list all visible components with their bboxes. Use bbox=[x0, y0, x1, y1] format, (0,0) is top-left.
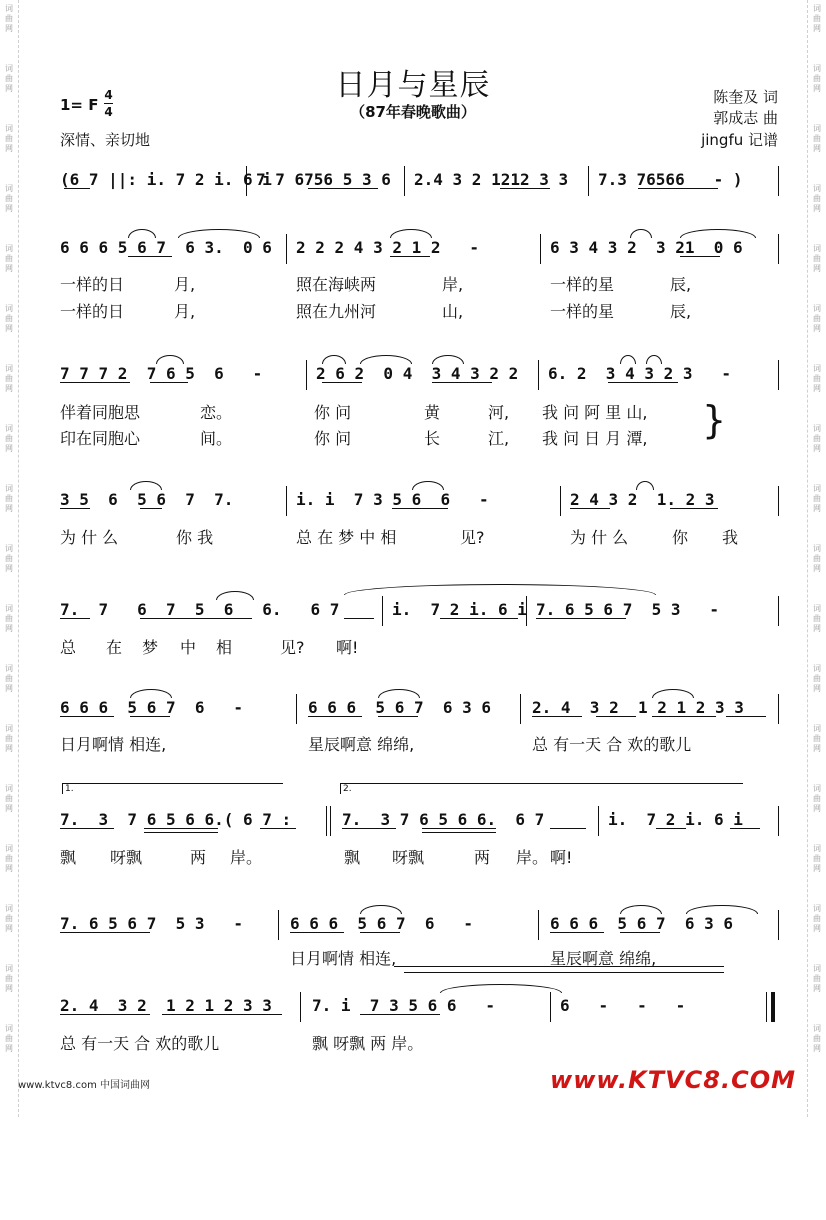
barline bbox=[550, 992, 551, 1022]
lyric-word: 呀飘 bbox=[110, 848, 143, 867]
lyric-word: 河, bbox=[488, 403, 510, 422]
beam bbox=[422, 828, 496, 829]
lyric-line-verse-2 bbox=[60, 299, 780, 321]
score-row bbox=[60, 992, 780, 1022]
watermark-text: 词曲网 bbox=[5, 784, 13, 813]
score-row bbox=[60, 360, 780, 390]
beam bbox=[652, 716, 716, 717]
watermark-text: 词曲网 bbox=[813, 784, 821, 813]
phrase-tie-line bbox=[404, 972, 724, 973]
slur bbox=[680, 229, 756, 238]
barline bbox=[778, 910, 779, 940]
measure-group: 7. i 7 3 5 6 6 - bbox=[312, 996, 496, 1015]
barline bbox=[306, 360, 307, 390]
slur bbox=[360, 355, 412, 364]
score-row bbox=[60, 234, 780, 264]
watermark-text: 词曲网 bbox=[813, 544, 821, 573]
barline bbox=[246, 166, 247, 196]
barline bbox=[778, 360, 779, 390]
watermark-text: 词曲网 bbox=[813, 484, 821, 513]
beam bbox=[64, 188, 90, 189]
lyric-word: 飘 bbox=[60, 848, 77, 867]
lyric-word: 星辰啊意 绵绵, bbox=[308, 735, 415, 754]
footer-site-logo: www.KTVC8.COM bbox=[550, 1066, 796, 1094]
beam bbox=[290, 932, 344, 933]
watermark-text: 词曲网 bbox=[813, 844, 821, 873]
barline bbox=[526, 596, 527, 626]
watermark-text: 词曲网 bbox=[5, 244, 13, 273]
slur bbox=[630, 229, 652, 238]
watermark-text: 词曲网 bbox=[813, 1024, 821, 1053]
watermark-text: 词曲网 bbox=[813, 424, 821, 453]
lyric-word: 总 bbox=[60, 638, 77, 657]
measure-group: 6 6 6 5 6 7 6 - bbox=[290, 914, 474, 933]
lyric-word: 一样的日 bbox=[60, 275, 125, 294]
measure-group: (6 7 ||: i. 7 2 i. 6 i bbox=[60, 170, 272, 189]
measure-group: 7. 3 7 6 5 6 6. 6 7 bbox=[342, 810, 545, 829]
lyric-word: 在 bbox=[106, 638, 123, 657]
barline bbox=[778, 694, 779, 724]
measure-group: 2.4 3 2 1212 3 3 bbox=[414, 170, 569, 189]
barline bbox=[778, 234, 779, 264]
barline bbox=[538, 360, 539, 390]
watermark-text: 词曲网 bbox=[5, 544, 13, 573]
repeat-barline bbox=[326, 806, 327, 836]
lyric-word: 我 bbox=[722, 528, 739, 547]
composer-credit: 郭成志 曲 bbox=[713, 109, 778, 127]
barline bbox=[278, 910, 279, 940]
beam bbox=[392, 508, 448, 509]
lyric-word: 一样的星 bbox=[550, 302, 615, 321]
lyric-word: 你 我 bbox=[176, 528, 214, 547]
lyric-word: 两 bbox=[190, 848, 207, 867]
slur bbox=[130, 689, 172, 698]
right-watermark-strip bbox=[810, 0, 824, 1117]
slur bbox=[620, 905, 662, 914]
phrase-slur bbox=[344, 584, 656, 595]
beam bbox=[730, 828, 760, 829]
lyric-word: 见? bbox=[280, 638, 305, 657]
lyric-word: 日月啊情 相连, bbox=[290, 949, 397, 968]
watermark-text: 词曲网 bbox=[5, 124, 13, 153]
beam bbox=[550, 932, 604, 933]
left-margin-line bbox=[18, 0, 19, 1117]
barline bbox=[778, 596, 779, 626]
lyric-word: 间。 bbox=[200, 429, 233, 448]
lyric-word: 啊! bbox=[550, 848, 573, 867]
lyric-word: 我 问 日 月 潭, bbox=[542, 429, 648, 448]
beam bbox=[140, 618, 252, 619]
score-row bbox=[60, 806, 780, 836]
measure-group: i. 7 2 i. 6 i bbox=[392, 600, 527, 619]
beam bbox=[308, 716, 362, 717]
beam bbox=[638, 188, 718, 189]
beam bbox=[680, 256, 720, 257]
lyric-word: 啊! bbox=[336, 638, 359, 657]
measure-group: 7. 7 6 7 5 6 6. 6 7 bbox=[60, 600, 340, 619]
watermark-text: 词曲网 bbox=[5, 904, 13, 933]
beam bbox=[440, 618, 518, 619]
score-row bbox=[60, 910, 780, 940]
watermark-text: 词曲网 bbox=[5, 1024, 13, 1053]
lyric-line bbox=[60, 845, 780, 867]
barline bbox=[598, 806, 599, 836]
final-barline-thin bbox=[766, 992, 767, 1022]
slur bbox=[178, 229, 260, 238]
watermark-text: 词曲网 bbox=[5, 424, 13, 453]
right-margin-line bbox=[807, 0, 808, 1117]
lyric-word: 照在海峡两 bbox=[296, 275, 377, 294]
lyric-word: 总 有一天 合 欢的歌儿 bbox=[532, 735, 692, 754]
slur bbox=[216, 591, 254, 600]
measure-group: 6 6 6 5 6 7 6 - bbox=[60, 698, 244, 717]
lyric-line bbox=[60, 946, 780, 968]
lyric-word: 梦 bbox=[142, 638, 159, 657]
lyricist-credit: 陈奎及 词 bbox=[713, 88, 778, 106]
lyric-word: 恋。 bbox=[200, 403, 233, 422]
lyric-word: 我 问 阿 里 山, bbox=[542, 403, 648, 422]
watermark-text: 词曲网 bbox=[5, 304, 13, 333]
watermark-text: 词曲网 bbox=[813, 664, 821, 693]
beam bbox=[596, 716, 636, 717]
beam bbox=[128, 256, 172, 257]
watermark-text: 词曲网 bbox=[5, 964, 13, 993]
barline bbox=[286, 486, 287, 516]
lyric-word: 为 什 么 bbox=[60, 528, 119, 547]
tie bbox=[440, 984, 562, 993]
measure-group: 7. 3 7 6 5 6 6.( 6 7 : bbox=[60, 810, 292, 829]
slur bbox=[652, 689, 694, 698]
watermark-text: 词曲网 bbox=[813, 4, 821, 33]
barline bbox=[560, 486, 561, 516]
watermark-text: 词曲网 bbox=[5, 64, 13, 93]
lyric-line bbox=[60, 732, 780, 754]
lyric-word: 总 有一天 合 欢的歌儿 bbox=[60, 1034, 220, 1053]
barline bbox=[286, 234, 287, 264]
first-ending-label: 1. bbox=[65, 784, 74, 794]
barline bbox=[540, 234, 541, 264]
measure-group: 6 6 6 5 6 7 6 3 6 bbox=[308, 698, 492, 717]
slur bbox=[130, 481, 162, 490]
lyric-word: 相 bbox=[216, 638, 233, 657]
key-signature: 1= F bbox=[60, 96, 99, 114]
watermark-text: 词曲网 bbox=[813, 364, 821, 393]
slur bbox=[360, 905, 402, 914]
lyric-word: 岸, bbox=[442, 275, 464, 294]
measure-group: 6. 2 3 4 3 2 3 - bbox=[548, 364, 732, 383]
beam bbox=[536, 618, 626, 619]
barline bbox=[520, 694, 521, 724]
barline bbox=[300, 992, 301, 1022]
song-subtitle: （87年春晚歌曲） bbox=[350, 103, 476, 121]
watermark-text: 词曲网 bbox=[813, 604, 821, 633]
beam bbox=[670, 508, 718, 509]
lyric-word: 辰, bbox=[670, 275, 692, 294]
lyric-line bbox=[60, 525, 780, 547]
lyric-line bbox=[60, 635, 780, 657]
measure-group: 6 3 4 3 2 3 21 0 6 bbox=[550, 238, 743, 257]
watermark-text: 词曲网 bbox=[5, 664, 13, 693]
lyric-line bbox=[60, 1031, 780, 1053]
watermark-text: 词曲网 bbox=[5, 604, 13, 633]
lyric-word: 一样的日 bbox=[60, 302, 125, 321]
score-row bbox=[60, 596, 780, 626]
measure-group: 7 7 7 2 7 6 5 6 - bbox=[60, 364, 263, 383]
lyric-word: 中 bbox=[180, 638, 197, 657]
measure-group: 7 7 6756 5 3 6 bbox=[256, 170, 391, 189]
measure-group: 2. 4 3 2 1 2 1 2 3 3 bbox=[60, 996, 272, 1015]
watermark-text: 词曲网 bbox=[813, 124, 821, 153]
measure-group: i. 7 2 i. 6 i bbox=[608, 810, 743, 829]
beam bbox=[150, 382, 188, 383]
beam bbox=[342, 828, 396, 829]
verse-brace: } bbox=[702, 398, 727, 442]
watermark-text: 词曲网 bbox=[813, 64, 821, 93]
beam bbox=[726, 716, 766, 717]
slur bbox=[432, 355, 464, 364]
measure-group: 2 4 3 2 1. 2 3 bbox=[570, 490, 715, 509]
barline bbox=[778, 486, 779, 516]
barline bbox=[538, 910, 539, 940]
lyric-word: 星辰啊意 绵绵, bbox=[550, 949, 657, 968]
lyric-word: 印在同胞心 bbox=[60, 429, 141, 448]
lyric-word: 山, bbox=[442, 302, 464, 321]
lyric-line-verse-2 bbox=[60, 426, 780, 448]
lyric-word: 江, bbox=[488, 429, 510, 448]
beam bbox=[656, 828, 686, 829]
measure-group: 6 6 6 5 6 7 6 3 6 bbox=[550, 914, 734, 933]
watermark-text: 词曲网 bbox=[5, 184, 13, 213]
beam bbox=[144, 828, 218, 829]
beam bbox=[620, 932, 660, 933]
beam bbox=[60, 382, 130, 383]
slur bbox=[390, 229, 432, 238]
beam bbox=[60, 1014, 150, 1015]
measure-group: 7. 6 5 6 7 5 3 - bbox=[536, 600, 720, 619]
beam bbox=[550, 828, 586, 829]
slur bbox=[686, 905, 758, 914]
barline bbox=[588, 166, 589, 196]
beam bbox=[60, 932, 150, 933]
beam bbox=[60, 508, 90, 509]
watermark-text: 词曲网 bbox=[813, 964, 821, 993]
slur bbox=[378, 689, 420, 698]
beam bbox=[60, 716, 114, 717]
beam-secondary bbox=[422, 832, 496, 833]
lyric-word: 照在九州河 bbox=[296, 302, 377, 321]
beam bbox=[322, 382, 362, 383]
final-barline-thick bbox=[771, 992, 775, 1022]
slur bbox=[620, 355, 636, 364]
lyric-word: 岸。 bbox=[230, 848, 263, 867]
time-signature-top: 4 bbox=[104, 88, 113, 102]
transcriber-credit: jingfu 记谱 bbox=[701, 131, 778, 149]
lyric-word: 你 bbox=[672, 528, 689, 547]
beam bbox=[360, 932, 400, 933]
beam bbox=[432, 382, 492, 383]
measure-group: i. i 7 3 5 6 6 - bbox=[296, 490, 489, 509]
lyric-word: 伴着同胞思 bbox=[60, 403, 141, 422]
measure-group: 2 6 2 0 4 3 4 3 2 2 bbox=[316, 364, 519, 383]
watermark-text: 词曲网 bbox=[5, 4, 13, 33]
beam bbox=[500, 188, 550, 189]
lyric-line-verse-1 bbox=[60, 400, 780, 422]
measure-group: 3 5 6 5 6 7 7. bbox=[60, 490, 234, 509]
slur bbox=[646, 355, 662, 364]
slur bbox=[412, 481, 444, 490]
beam bbox=[390, 256, 430, 257]
beam bbox=[608, 382, 678, 383]
lyric-line-verse-1 bbox=[60, 272, 780, 294]
watermark-text: 词曲网 bbox=[813, 304, 821, 333]
beam bbox=[360, 1014, 440, 1015]
measure-group: 7. 6 5 6 7 5 3 - bbox=[60, 914, 244, 933]
expression-mark: 深情、亲切地 bbox=[60, 131, 151, 149]
beam bbox=[378, 716, 418, 717]
watermark-text: 词曲网 bbox=[5, 844, 13, 873]
lyric-word: 见? bbox=[460, 528, 485, 547]
lyric-word: 月, bbox=[174, 275, 196, 294]
lyric-word: 岸。 bbox=[516, 848, 549, 867]
beam bbox=[140, 508, 162, 509]
watermark-text: 词曲网 bbox=[813, 904, 821, 933]
score-row bbox=[60, 486, 780, 516]
beam bbox=[260, 828, 296, 829]
first-ending-bracket bbox=[62, 783, 283, 794]
lyric-word: 月, bbox=[174, 302, 196, 321]
lyric-word: 飘 bbox=[344, 848, 361, 867]
measure-group: 7.3 76566 - ) bbox=[598, 170, 743, 189]
lyric-word: 黄 bbox=[424, 403, 441, 422]
barline bbox=[382, 596, 383, 626]
slur bbox=[322, 355, 346, 364]
second-ending-label: 2. bbox=[343, 784, 352, 794]
beam bbox=[344, 618, 374, 619]
lyric-word: 一样的星 bbox=[550, 275, 615, 294]
time-signature-bottom: 4 bbox=[104, 105, 113, 119]
beam bbox=[60, 618, 90, 619]
beam bbox=[532, 716, 582, 717]
phrase-tie-line bbox=[394, 966, 724, 967]
barline bbox=[296, 694, 297, 724]
slur bbox=[156, 355, 184, 364]
barline bbox=[778, 166, 779, 196]
repeat-barline bbox=[330, 806, 331, 836]
time-signature bbox=[104, 88, 113, 119]
lyric-word: 呀飘 bbox=[392, 848, 425, 867]
beam bbox=[130, 716, 170, 717]
watermark-text: 词曲网 bbox=[5, 484, 13, 513]
time-signature-bar bbox=[104, 103, 113, 104]
lyric-word: 你 问 bbox=[314, 429, 352, 448]
lyric-word: 日月啊情 相连, bbox=[60, 735, 167, 754]
barline bbox=[778, 806, 779, 836]
measure-group: 2. 4 3 2 1 2 1 2 3 3 bbox=[532, 698, 744, 717]
lyric-word: 总 在 梦 中 相 bbox=[296, 528, 397, 547]
score-row bbox=[60, 166, 780, 196]
second-ending-bracket bbox=[340, 783, 743, 794]
score-row bbox=[60, 694, 780, 724]
measure-group: 2 2 2 4 3 2 1 2 - bbox=[296, 238, 480, 257]
slur bbox=[636, 481, 654, 490]
beam bbox=[308, 188, 378, 189]
lyric-word: 两 bbox=[474, 848, 491, 867]
lyric-word: 飘 呀飘 两 岸。 bbox=[312, 1034, 424, 1053]
lyric-word: 为 什 么 bbox=[570, 528, 629, 547]
left-watermark-strip bbox=[2, 0, 16, 1117]
watermark-text: 词曲网 bbox=[5, 364, 13, 393]
slur bbox=[128, 229, 156, 238]
beam-secondary bbox=[144, 832, 218, 833]
lyric-word: 长 bbox=[424, 429, 441, 448]
watermark-text: 词曲网 bbox=[813, 244, 821, 273]
footer-site-text: www.ktvc8.com 中国词曲网 bbox=[18, 1080, 151, 1091]
barline bbox=[404, 166, 405, 196]
beam bbox=[162, 1014, 282, 1015]
measure-group: 6 - - - bbox=[560, 996, 686, 1015]
measure-group: 6 6 6 5 6 7 6 3. 0 6 bbox=[60, 238, 272, 257]
lyric-word: 辰, bbox=[670, 302, 692, 321]
watermark-text: 词曲网 bbox=[5, 724, 13, 753]
song-title: 日月与星辰 bbox=[335, 68, 491, 103]
lyric-word: 你 问 bbox=[314, 403, 352, 422]
watermark-text: 词曲网 bbox=[813, 184, 821, 213]
watermark-text: 词曲网 bbox=[813, 724, 821, 753]
beam bbox=[570, 508, 610, 509]
beam bbox=[60, 828, 114, 829]
